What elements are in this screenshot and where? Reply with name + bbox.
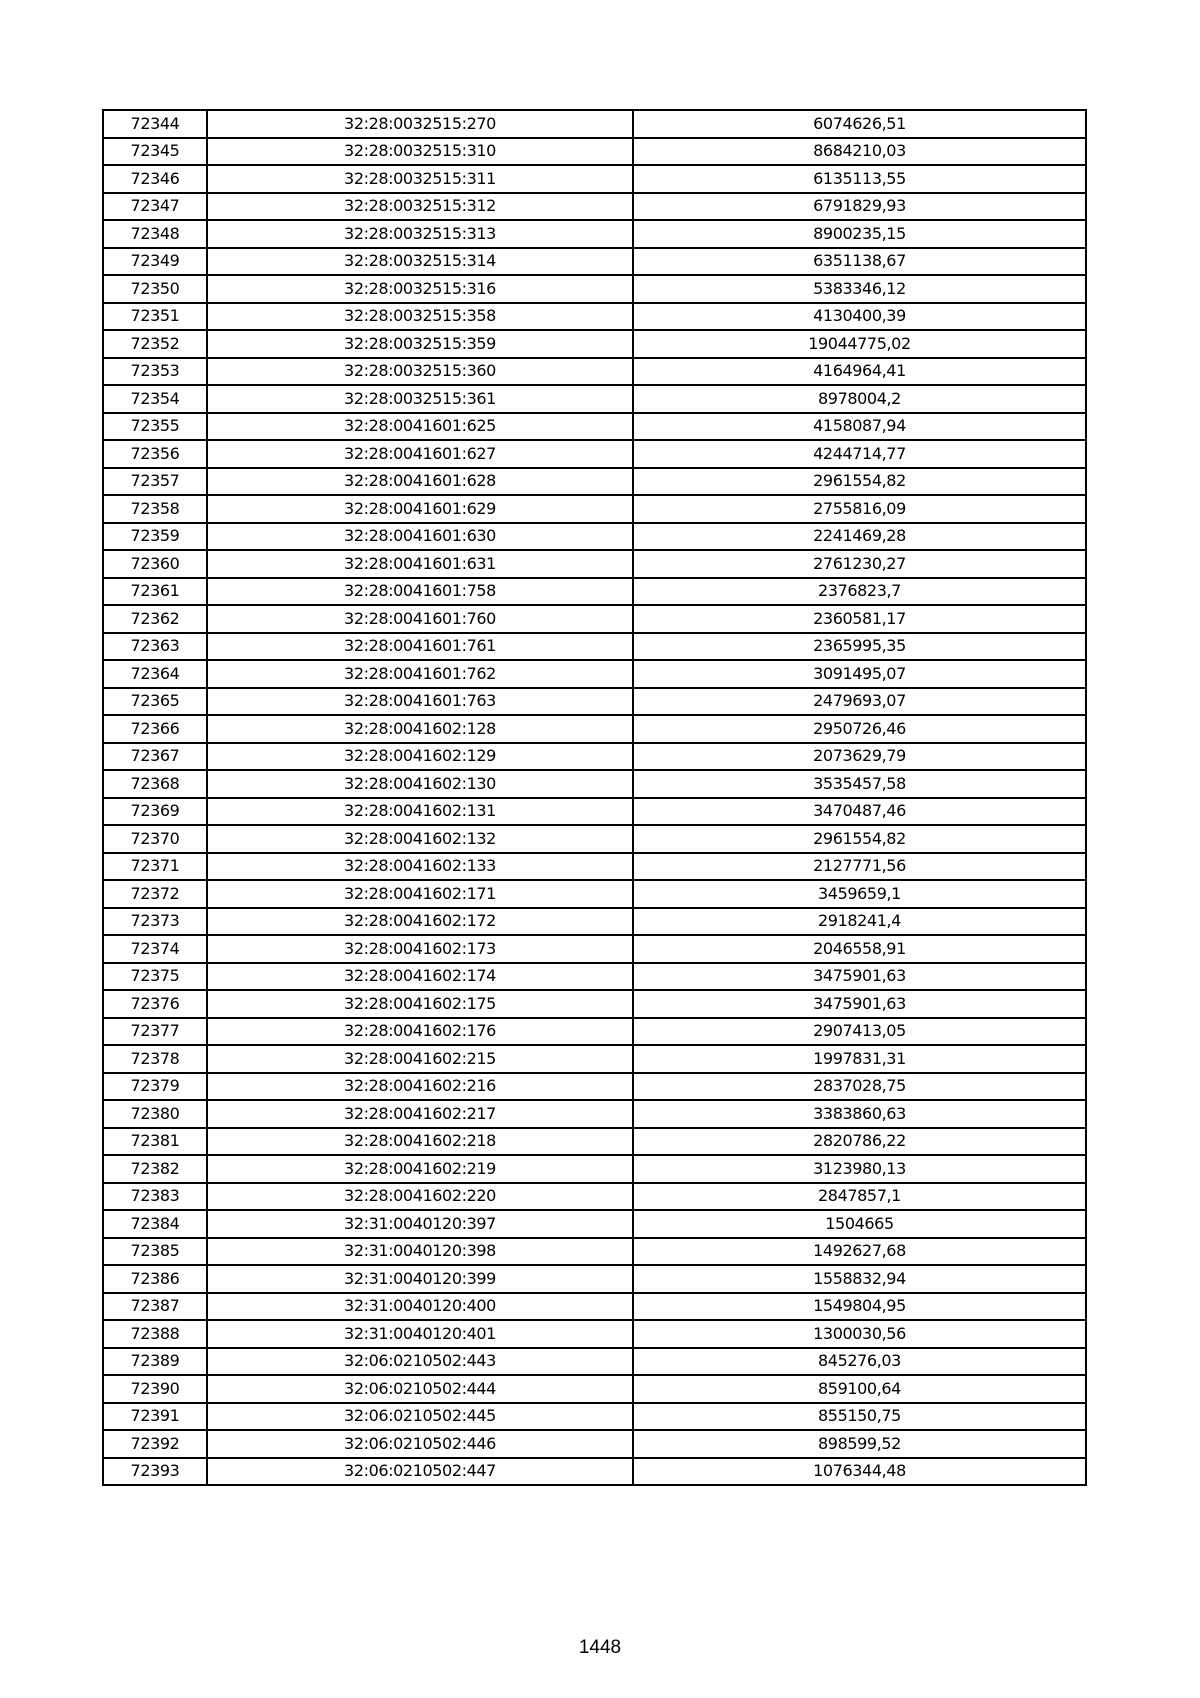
value-cell: 3475901,63 bbox=[633, 990, 1086, 1018]
value-cell: 2837028,75 bbox=[633, 1073, 1086, 1101]
cadastral-number-cell: 32:28:0041602:175 bbox=[207, 990, 633, 1018]
cadastral-number-cell: 32:28:0041601:630 bbox=[207, 523, 633, 551]
table-row bbox=[103, 798, 1086, 826]
table-row bbox=[103, 523, 1086, 551]
table-row bbox=[103, 275, 1086, 303]
cadastral-number-cell: 32:31:0040120:400 bbox=[207, 1293, 633, 1321]
table-row bbox=[103, 1320, 1086, 1348]
value-cell: 2907413,05 bbox=[633, 1018, 1086, 1046]
table-body bbox=[103, 110, 1086, 1485]
row-number-cell: 72376 bbox=[103, 990, 207, 1018]
table-row bbox=[103, 1458, 1086, 1486]
cadastral-number-cell: 32:28:0032515:310 bbox=[207, 138, 633, 166]
cadastral-number-cell: 32:28:0041601:625 bbox=[207, 413, 633, 441]
row-number-cell: 72369 bbox=[103, 798, 207, 826]
value-cell: 8978004,2 bbox=[633, 385, 1086, 413]
row-number-cell: 72382 bbox=[103, 1155, 207, 1183]
data-table-container bbox=[102, 109, 1085, 1486]
cadastral-number-cell: 32:06:0210502:445 bbox=[207, 1403, 633, 1431]
row-number-cell: 72393 bbox=[103, 1458, 207, 1486]
value-cell: 1504665 bbox=[633, 1210, 1086, 1238]
row-number-cell: 72373 bbox=[103, 908, 207, 936]
row-number-cell: 72355 bbox=[103, 413, 207, 441]
cadastral-number-cell: 32:28:0041602:173 bbox=[207, 935, 633, 963]
cadastral-number-cell: 32:28:0032515:316 bbox=[207, 275, 633, 303]
value-cell: 3535457,58 bbox=[633, 770, 1086, 798]
data-table bbox=[102, 109, 1087, 1486]
table-row bbox=[103, 1100, 1086, 1128]
value-cell: 6074626,51 bbox=[633, 110, 1086, 138]
table-row bbox=[103, 165, 1086, 193]
table-row bbox=[103, 1155, 1086, 1183]
row-number-cell: 72345 bbox=[103, 138, 207, 166]
table-row bbox=[103, 825, 1086, 853]
row-number-cell: 72378 bbox=[103, 1045, 207, 1073]
row-number-cell: 72386 bbox=[103, 1265, 207, 1293]
value-cell: 2847857,1 bbox=[633, 1183, 1086, 1211]
cadastral-number-cell: 32:28:0041602:130 bbox=[207, 770, 633, 798]
cadastral-number-cell: 32:28:0032515:311 bbox=[207, 165, 633, 193]
value-cell: 859100,64 bbox=[633, 1375, 1086, 1403]
cadastral-number-cell: 32:06:0210502:447 bbox=[207, 1458, 633, 1486]
cadastral-number-cell: 32:28:0041602:216 bbox=[207, 1073, 633, 1101]
row-number-cell: 72362 bbox=[103, 605, 207, 633]
row-number-cell: 72389 bbox=[103, 1348, 207, 1376]
cadastral-number-cell: 32:06:0210502:443 bbox=[207, 1348, 633, 1376]
value-cell: 4158087,94 bbox=[633, 413, 1086, 441]
row-number-cell: 72375 bbox=[103, 963, 207, 991]
cadastral-number-cell: 32:06:0210502:444 bbox=[207, 1375, 633, 1403]
table-row bbox=[103, 743, 1086, 771]
value-cell: 2918241,4 bbox=[633, 908, 1086, 936]
cadastral-number-cell: 32:28:0041602:220 bbox=[207, 1183, 633, 1211]
row-number-cell: 72380 bbox=[103, 1100, 207, 1128]
table-row bbox=[103, 1018, 1086, 1046]
table-row bbox=[103, 358, 1086, 386]
value-cell: 1300030,56 bbox=[633, 1320, 1086, 1348]
table-row bbox=[103, 908, 1086, 936]
value-cell: 2046558,91 bbox=[633, 935, 1086, 963]
value-cell: 6135113,55 bbox=[633, 165, 1086, 193]
table-row bbox=[103, 660, 1086, 688]
cadastral-number-cell: 32:28:0041601:629 bbox=[207, 495, 633, 523]
cadastral-number-cell: 32:28:0032515:361 bbox=[207, 385, 633, 413]
row-number-cell: 72391 bbox=[103, 1403, 207, 1431]
value-cell: 3470487,46 bbox=[633, 798, 1086, 826]
table-row bbox=[103, 963, 1086, 991]
value-cell: 8900235,15 bbox=[633, 220, 1086, 248]
cadastral-number-cell: 32:28:0041602:129 bbox=[207, 743, 633, 771]
row-number-cell: 72370 bbox=[103, 825, 207, 853]
table-row bbox=[103, 220, 1086, 248]
cadastral-number-cell: 32:28:0041602:176 bbox=[207, 1018, 633, 1046]
row-number-cell: 72388 bbox=[103, 1320, 207, 1348]
cadastral-number-cell: 32:28:0041602:174 bbox=[207, 963, 633, 991]
cadastral-number-cell: 32:28:0041602:171 bbox=[207, 880, 633, 908]
cadastral-number-cell: 32:28:0041601:760 bbox=[207, 605, 633, 633]
cadastral-number-cell: 32:31:0040120:401 bbox=[207, 1320, 633, 1348]
cadastral-number-cell: 32:06:0210502:446 bbox=[207, 1430, 633, 1458]
table-row bbox=[103, 990, 1086, 1018]
row-number-cell: 72365 bbox=[103, 688, 207, 716]
cadastral-number-cell: 32:28:0032515:360 bbox=[207, 358, 633, 386]
row-number-cell: 72358 bbox=[103, 495, 207, 523]
cadastral-number-cell: 32:28:0041601:762 bbox=[207, 660, 633, 688]
table-row bbox=[103, 1210, 1086, 1238]
table-row bbox=[103, 1183, 1086, 1211]
table-row bbox=[103, 413, 1086, 441]
cadastral-number-cell: 32:28:0032515:358 bbox=[207, 303, 633, 331]
row-number-cell: 72360 bbox=[103, 550, 207, 578]
cadastral-number-cell: 32:31:0040120:398 bbox=[207, 1238, 633, 1266]
table-row bbox=[103, 303, 1086, 331]
value-cell: 3091495,07 bbox=[633, 660, 1086, 688]
table-row bbox=[103, 1375, 1086, 1403]
row-number-cell: 72356 bbox=[103, 440, 207, 468]
table-row bbox=[103, 193, 1086, 221]
row-number-cell: 72383 bbox=[103, 1183, 207, 1211]
row-number-cell: 72379 bbox=[103, 1073, 207, 1101]
value-cell: 3475901,63 bbox=[633, 963, 1086, 991]
row-number-cell: 72392 bbox=[103, 1430, 207, 1458]
cadastral-number-cell: 32:28:0032515:359 bbox=[207, 330, 633, 358]
table-row bbox=[103, 1128, 1086, 1156]
table-row bbox=[103, 578, 1086, 606]
cadastral-number-cell: 32:28:0032515:313 bbox=[207, 220, 633, 248]
row-number-cell: 72366 bbox=[103, 715, 207, 743]
table-row bbox=[103, 550, 1086, 578]
cadastral-number-cell: 32:28:0041602:218 bbox=[207, 1128, 633, 1156]
value-cell: 1549804,95 bbox=[633, 1293, 1086, 1321]
table-row bbox=[103, 1293, 1086, 1321]
row-number-cell: 72381 bbox=[103, 1128, 207, 1156]
table-row bbox=[103, 138, 1086, 166]
row-number-cell: 72346 bbox=[103, 165, 207, 193]
cadastral-number-cell: 32:28:0041601:761 bbox=[207, 633, 633, 661]
value-cell: 1492627,68 bbox=[633, 1238, 1086, 1266]
page-number: 1448 bbox=[578, 1637, 622, 1658]
cadastral-number-cell: 32:31:0040120:399 bbox=[207, 1265, 633, 1293]
table-row bbox=[103, 1403, 1086, 1431]
cadastral-number-cell: 32:28:0041601:758 bbox=[207, 578, 633, 606]
value-cell: 4164964,41 bbox=[633, 358, 1086, 386]
row-number-cell: 72372 bbox=[103, 880, 207, 908]
table-row bbox=[103, 440, 1086, 468]
value-cell: 2073629,79 bbox=[633, 743, 1086, 771]
table-row bbox=[103, 110, 1086, 138]
value-cell: 2820786,22 bbox=[633, 1128, 1086, 1156]
cadastral-number-cell: 32:28:0041602:215 bbox=[207, 1045, 633, 1073]
row-number-cell: 72387 bbox=[103, 1293, 207, 1321]
row-number-cell: 72357 bbox=[103, 468, 207, 496]
table-row bbox=[103, 605, 1086, 633]
value-cell: 4130400,39 bbox=[633, 303, 1086, 331]
value-cell: 845276,03 bbox=[633, 1348, 1086, 1376]
value-cell: 2761230,27 bbox=[633, 550, 1086, 578]
table-row bbox=[103, 1045, 1086, 1073]
value-cell: 2376823,7 bbox=[633, 578, 1086, 606]
table-row bbox=[103, 1265, 1086, 1293]
table-row bbox=[103, 385, 1086, 413]
cadastral-number-cell: 32:28:0041601:631 bbox=[207, 550, 633, 578]
value-cell: 2127771,56 bbox=[633, 853, 1086, 881]
value-cell: 2961554,82 bbox=[633, 468, 1086, 496]
table-row bbox=[103, 1430, 1086, 1458]
cadastral-number-cell: 32:28:0041601:627 bbox=[207, 440, 633, 468]
row-number-cell: 72364 bbox=[103, 660, 207, 688]
cadastral-number-cell: 32:28:0032515:270 bbox=[207, 110, 633, 138]
table-row bbox=[103, 468, 1086, 496]
value-cell: 2241469,28 bbox=[633, 523, 1086, 551]
cadastral-number-cell: 32:28:0041602:219 bbox=[207, 1155, 633, 1183]
cadastral-number-cell: 32:28:0041602:133 bbox=[207, 853, 633, 881]
value-cell: 898599,52 bbox=[633, 1430, 1086, 1458]
table-row bbox=[103, 1238, 1086, 1266]
row-number-cell: 72367 bbox=[103, 743, 207, 771]
cadastral-number-cell: 32:28:0032515:312 bbox=[207, 193, 633, 221]
row-number-cell: 72377 bbox=[103, 1018, 207, 1046]
value-cell: 2360581,17 bbox=[633, 605, 1086, 633]
row-number-cell: 72374 bbox=[103, 935, 207, 963]
value-cell: 855150,75 bbox=[633, 1403, 1086, 1431]
cadastral-number-cell: 32:28:0032515:314 bbox=[207, 248, 633, 276]
value-cell: 1997831,31 bbox=[633, 1045, 1086, 1073]
row-number-cell: 72371 bbox=[103, 853, 207, 881]
table-row bbox=[103, 1348, 1086, 1376]
table-row bbox=[103, 1073, 1086, 1101]
cadastral-number-cell: 32:28:0041602:172 bbox=[207, 908, 633, 936]
row-number-cell: 72351 bbox=[103, 303, 207, 331]
value-cell: 3459659,1 bbox=[633, 880, 1086, 908]
row-number-cell: 72347 bbox=[103, 193, 207, 221]
row-number-cell: 72352 bbox=[103, 330, 207, 358]
table-row bbox=[103, 330, 1086, 358]
table-row bbox=[103, 770, 1086, 798]
value-cell: 4244714,77 bbox=[633, 440, 1086, 468]
cadastral-number-cell: 32:28:0041602:132 bbox=[207, 825, 633, 853]
row-number-cell: 72344 bbox=[103, 110, 207, 138]
row-number-cell: 72361 bbox=[103, 578, 207, 606]
row-number-cell: 72368 bbox=[103, 770, 207, 798]
cadastral-number-cell: 32:28:0041602:131 bbox=[207, 798, 633, 826]
cadastral-number-cell: 32:28:0041602:217 bbox=[207, 1100, 633, 1128]
cadastral-number-cell: 32:28:0041601:763 bbox=[207, 688, 633, 716]
row-number-cell: 72353 bbox=[103, 358, 207, 386]
table-row bbox=[103, 248, 1086, 276]
table-row bbox=[103, 853, 1086, 881]
table-row bbox=[103, 633, 1086, 661]
value-cell: 2755816,09 bbox=[633, 495, 1086, 523]
value-cell: 3123980,13 bbox=[633, 1155, 1086, 1183]
row-number-cell: 72354 bbox=[103, 385, 207, 413]
value-cell: 19044775,02 bbox=[633, 330, 1086, 358]
row-number-cell: 72384 bbox=[103, 1210, 207, 1238]
table-row bbox=[103, 688, 1086, 716]
value-cell: 8684210,03 bbox=[633, 138, 1086, 166]
table-row bbox=[103, 715, 1086, 743]
cadastral-number-cell: 32:28:0041601:628 bbox=[207, 468, 633, 496]
row-number-cell: 72348 bbox=[103, 220, 207, 248]
cadastral-number-cell: 32:28:0041602:128 bbox=[207, 715, 633, 743]
value-cell: 2961554,82 bbox=[633, 825, 1086, 853]
row-number-cell: 72349 bbox=[103, 248, 207, 276]
value-cell: 3383860,63 bbox=[633, 1100, 1086, 1128]
row-number-cell: 72390 bbox=[103, 1375, 207, 1403]
row-number-cell: 72363 bbox=[103, 633, 207, 661]
row-number-cell: 72385 bbox=[103, 1238, 207, 1266]
row-number-cell: 72359 bbox=[103, 523, 207, 551]
value-cell: 1558832,94 bbox=[633, 1265, 1086, 1293]
table-row bbox=[103, 935, 1086, 963]
value-cell: 2479693,07 bbox=[633, 688, 1086, 716]
table-row bbox=[103, 495, 1086, 523]
table-row bbox=[103, 880, 1086, 908]
value-cell: 2950726,46 bbox=[633, 715, 1086, 743]
value-cell: 5383346,12 bbox=[633, 275, 1086, 303]
value-cell: 1076344,48 bbox=[633, 1458, 1086, 1486]
row-number-cell: 72350 bbox=[103, 275, 207, 303]
value-cell: 6791829,93 bbox=[633, 193, 1086, 221]
value-cell: 2365995,35 bbox=[633, 633, 1086, 661]
cadastral-number-cell: 32:31:0040120:397 bbox=[207, 1210, 633, 1238]
value-cell: 6351138,67 bbox=[633, 248, 1086, 276]
